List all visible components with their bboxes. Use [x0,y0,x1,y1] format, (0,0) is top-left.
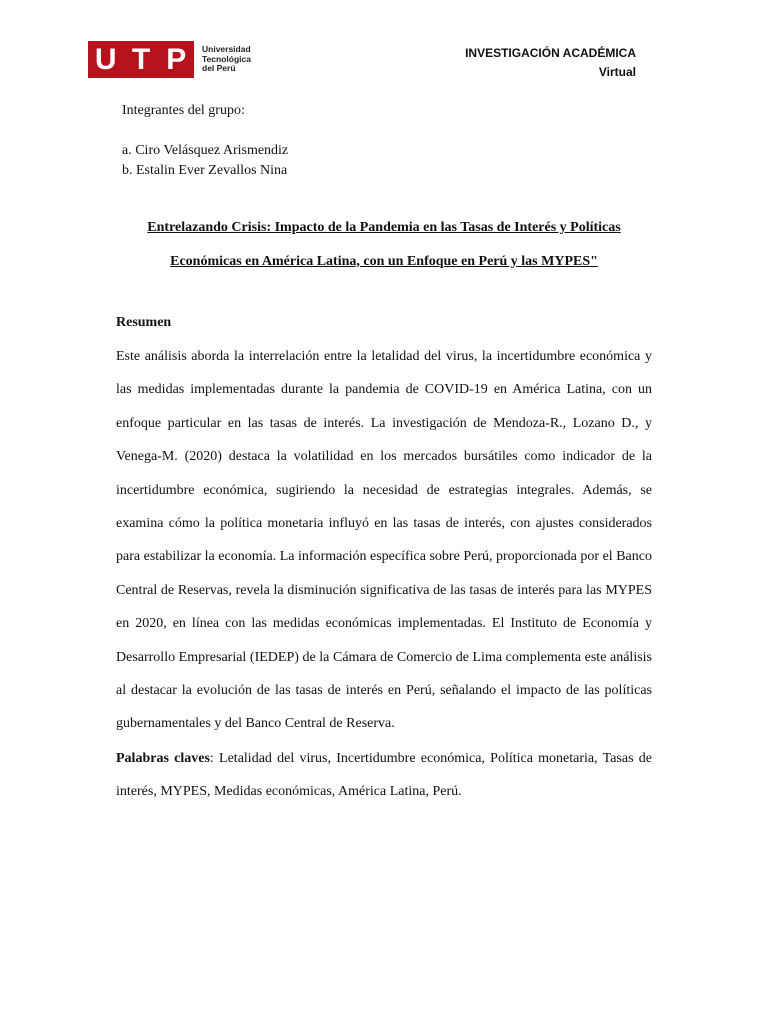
logo-wordmark [202,45,251,74]
logo-letter-u: U [94,42,117,76]
title-line: Entrelazando Crisis: Impacto de la Pandemia en las Tasas de Interés y Políticas [147,220,621,235]
keywords-text: : Letalidad del virus, Incertidumbre económica, Política monetaria, Tasas de interés, MYPES, Medidas económicas, América Latina, Perú. [116,751,652,800]
abstract-body: Este análisis aborda la interrelación entre la letalidad del virus, la incertidumbre económica y las medidas implementadas durante la pandemia de COVID-19 en América Latina, con un enfoque particular en las tasas de interés. La investigación de Mendoza-R., Lozano D., y Venega-M. (2020) destaca la volatilidad en los mercados bursátiles como indicador de la incertidumbre económica, sugiriendo la necesidad de estrategias integrales. Además, se examina cómo la política monetaria influyó en las tasas de interés, con ajustes considerados para estabilizar la economía. La información específica sobre Perú, proporcionada por el Banco Central de Reservas, revela la disminución significativa de las tasas de interés para las MYPES en 2020, en línea con las medidas económicas implementadas. El Instituto de Economía y Desarrollo Empresarial (IEDEP) de la Cámara de Comercio de Lima complementa este análisis al destacar la evolución de las tasas de interés en Perú, señalando el impacto de las políticas gubernamentales y del Banco Central de Reserva. [116,349,652,732]
title-line: Económicas en América Latina, con un Enfoque en Perú y las MYPES" [170,253,598,269]
logo-mark [88,41,194,78]
logo-letter-p: P [166,42,187,76]
header-title: INVESTIGACIÓN ACADÉMICA [465,46,636,60]
keywords-paragraph [116,742,652,809]
header-subtitle: Virtual [598,65,636,79]
group-members [122,101,288,181]
header-title-block [465,44,636,82]
logo-text-line: Universidad [202,44,251,55]
page-header [0,38,768,88]
members-heading: Integrantes del grupo: [122,103,245,118]
logo-letter-t: T [131,42,151,76]
abstract-heading: Resumen [116,315,172,330]
logo-text-line: Tecnológica [202,53,251,64]
member-item: a. Ciro Velásquez Arismendiz [122,143,289,158]
member-item: b. Estalin Ever Zevallos Nina [122,163,288,178]
logo-text-line: del Perú [202,63,236,74]
keywords-label: Palabras claves [116,751,210,766]
utp-logo [88,41,251,78]
document-title [116,211,652,278]
